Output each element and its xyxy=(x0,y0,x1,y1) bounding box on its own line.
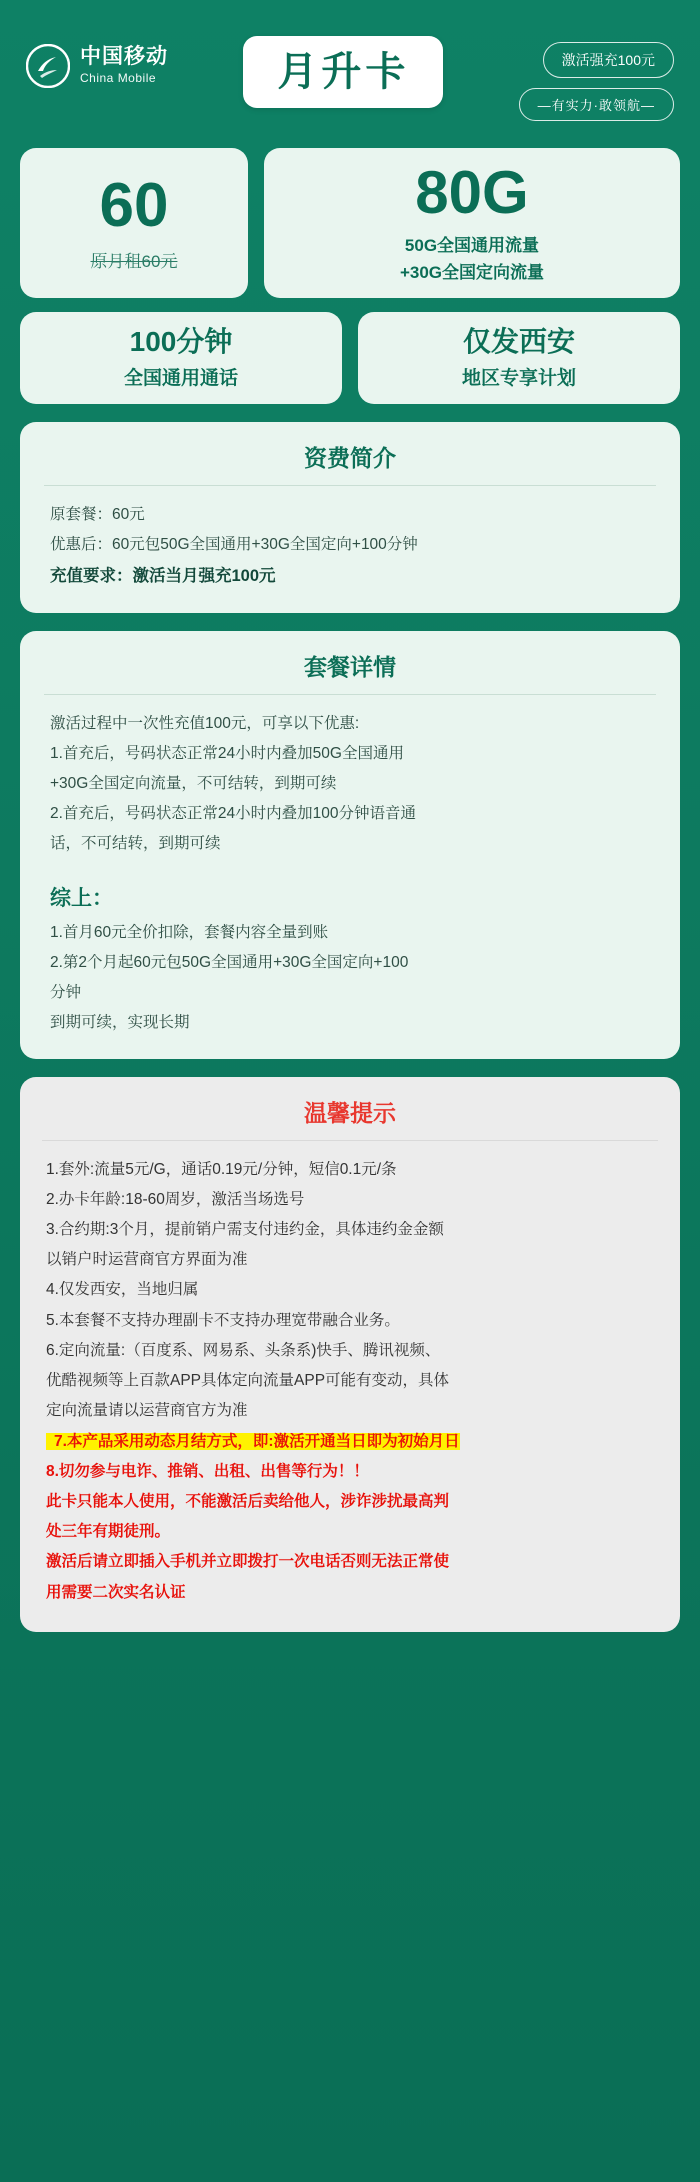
detail-line: 激活过程中一次性充值100元，可享以下优惠: xyxy=(50,714,360,732)
brand-block xyxy=(26,26,168,88)
fee-panel-title: 资费简介 xyxy=(304,445,396,471)
detail-panel xyxy=(20,631,680,1059)
brand-text xyxy=(80,45,168,88)
fee-line: 原套餐：60元 xyxy=(50,506,145,523)
price-original-note: 原月租60元 xyxy=(90,251,178,271)
tip-highlight: 7.本产品采用动态月结方式，即:激活开通当日即为初始月日 xyxy=(46,1433,460,1450)
tip-item: 2.办卡年龄:18-60周岁，激活当场选号 xyxy=(46,1190,305,1208)
area-plan-note: 地区专享计划 xyxy=(461,367,576,389)
price-value: 60 xyxy=(99,170,169,240)
detail-line: +30G全国定向流量，不可结转，到期可续 xyxy=(50,775,337,793)
fee-divider xyxy=(44,485,656,486)
tip-item: 优酷视频等上百款APP具体定向流量APP可能有变动，具体 xyxy=(46,1372,450,1390)
tip-item: 3.合约期:3个月，提前销户需支付违约金，具体违约金金额 xyxy=(46,1221,444,1239)
tip-item: 1.套外:流量5元/G，通话0.19元/分钟，短信0.1元/条 xyxy=(46,1160,397,1178)
china-mobile-logo-icon xyxy=(26,44,70,88)
area-restriction: 仅发西安 xyxy=(462,326,575,358)
brand-name-cn: 中国移动 xyxy=(80,44,168,68)
header-badges xyxy=(519,26,674,121)
fee-line: 优惠后：60元包50G全国通用+30G全国定向+100分钟 xyxy=(50,536,418,554)
tip-highlight-wrapper xyxy=(38,1427,662,1457)
secondary-cards xyxy=(20,312,680,404)
detail-line: 话，不可结转，到期可续 xyxy=(50,835,221,853)
page-header xyxy=(20,18,680,138)
fee-panel xyxy=(20,422,680,613)
detail-divider xyxy=(44,694,656,695)
summary-line: 分钟 xyxy=(50,984,82,1002)
recharge-badge: 激活强充100元 xyxy=(543,42,674,78)
price-card xyxy=(20,148,248,298)
slogan-badge: —有实力·敢领航— xyxy=(519,88,674,121)
tip-warning: 处三年有期徒刑。 xyxy=(46,1523,171,1541)
voice-minutes: 100分钟 xyxy=(129,326,233,358)
tip-item: 6.定向流量:（百度系、网易系、头条系)快手、腾讯视频、 xyxy=(46,1341,441,1359)
tip-warning: 用需要二次实名认证 xyxy=(46,1583,186,1601)
page-title: 月升卡 xyxy=(277,50,410,94)
tips-panel-title: 温馨提示 xyxy=(304,1099,396,1126)
tips-divider xyxy=(42,1140,658,1141)
summary-line: 到期可续，实现长期 xyxy=(50,1014,190,1032)
tip-item: 5.本套餐不支持办理副卡不支持办理宽带融合业务。 xyxy=(46,1311,400,1329)
tip-item: 定向流量请以运营商官方为准 xyxy=(46,1402,248,1420)
area-card xyxy=(358,312,680,404)
tip-warning: 激活后请立即插入手机并立即拨打一次电话否则无法正常使 xyxy=(46,1553,450,1571)
detail-line: 1.首充后，号码状态正常24小时内叠加50G全国通用 xyxy=(50,744,404,762)
detail-line: 2.首充后，号码状态正常24小时内叠加100分钟语音通 xyxy=(50,805,417,823)
data-value: 80G xyxy=(415,159,529,226)
voice-scope: 全国通用通话 xyxy=(123,367,238,389)
data-general-note: 50G全国通用流量 xyxy=(404,236,540,255)
data-card xyxy=(264,148,680,298)
voice-card xyxy=(20,312,342,404)
brand-name-en: China Mobile xyxy=(80,70,157,85)
fee-recharge-requirement: 充值要求：激活当月强充100元 xyxy=(50,567,276,586)
summary-line: 1.首月60元全价扣除，套餐内容全量到账 xyxy=(50,923,329,941)
product-title-box xyxy=(243,36,443,108)
summary-line: 2.第2个月起60元包50G全国通用+30G全国定向+100 xyxy=(50,953,409,971)
tip-warning: 此卡只能本人使用，不能激活后卖给他人，涉诈涉扰最高判 xyxy=(46,1492,450,1510)
tip-item: 以销户时运营商官方界面为准 xyxy=(46,1251,248,1269)
tip-warning: 8.切勿参与电诈、推销、出租、出售等行为！！ xyxy=(46,1462,369,1480)
highlight-cards xyxy=(20,148,680,298)
tip-item: 4.仅发西安，当地归属 xyxy=(46,1281,199,1299)
summary-label: 综上： xyxy=(50,886,113,910)
data-directed-note: +30G全国定向流量 xyxy=(399,263,545,282)
detail-panel-title: 套餐详情 xyxy=(304,653,396,680)
tips-panel xyxy=(20,1077,680,1632)
